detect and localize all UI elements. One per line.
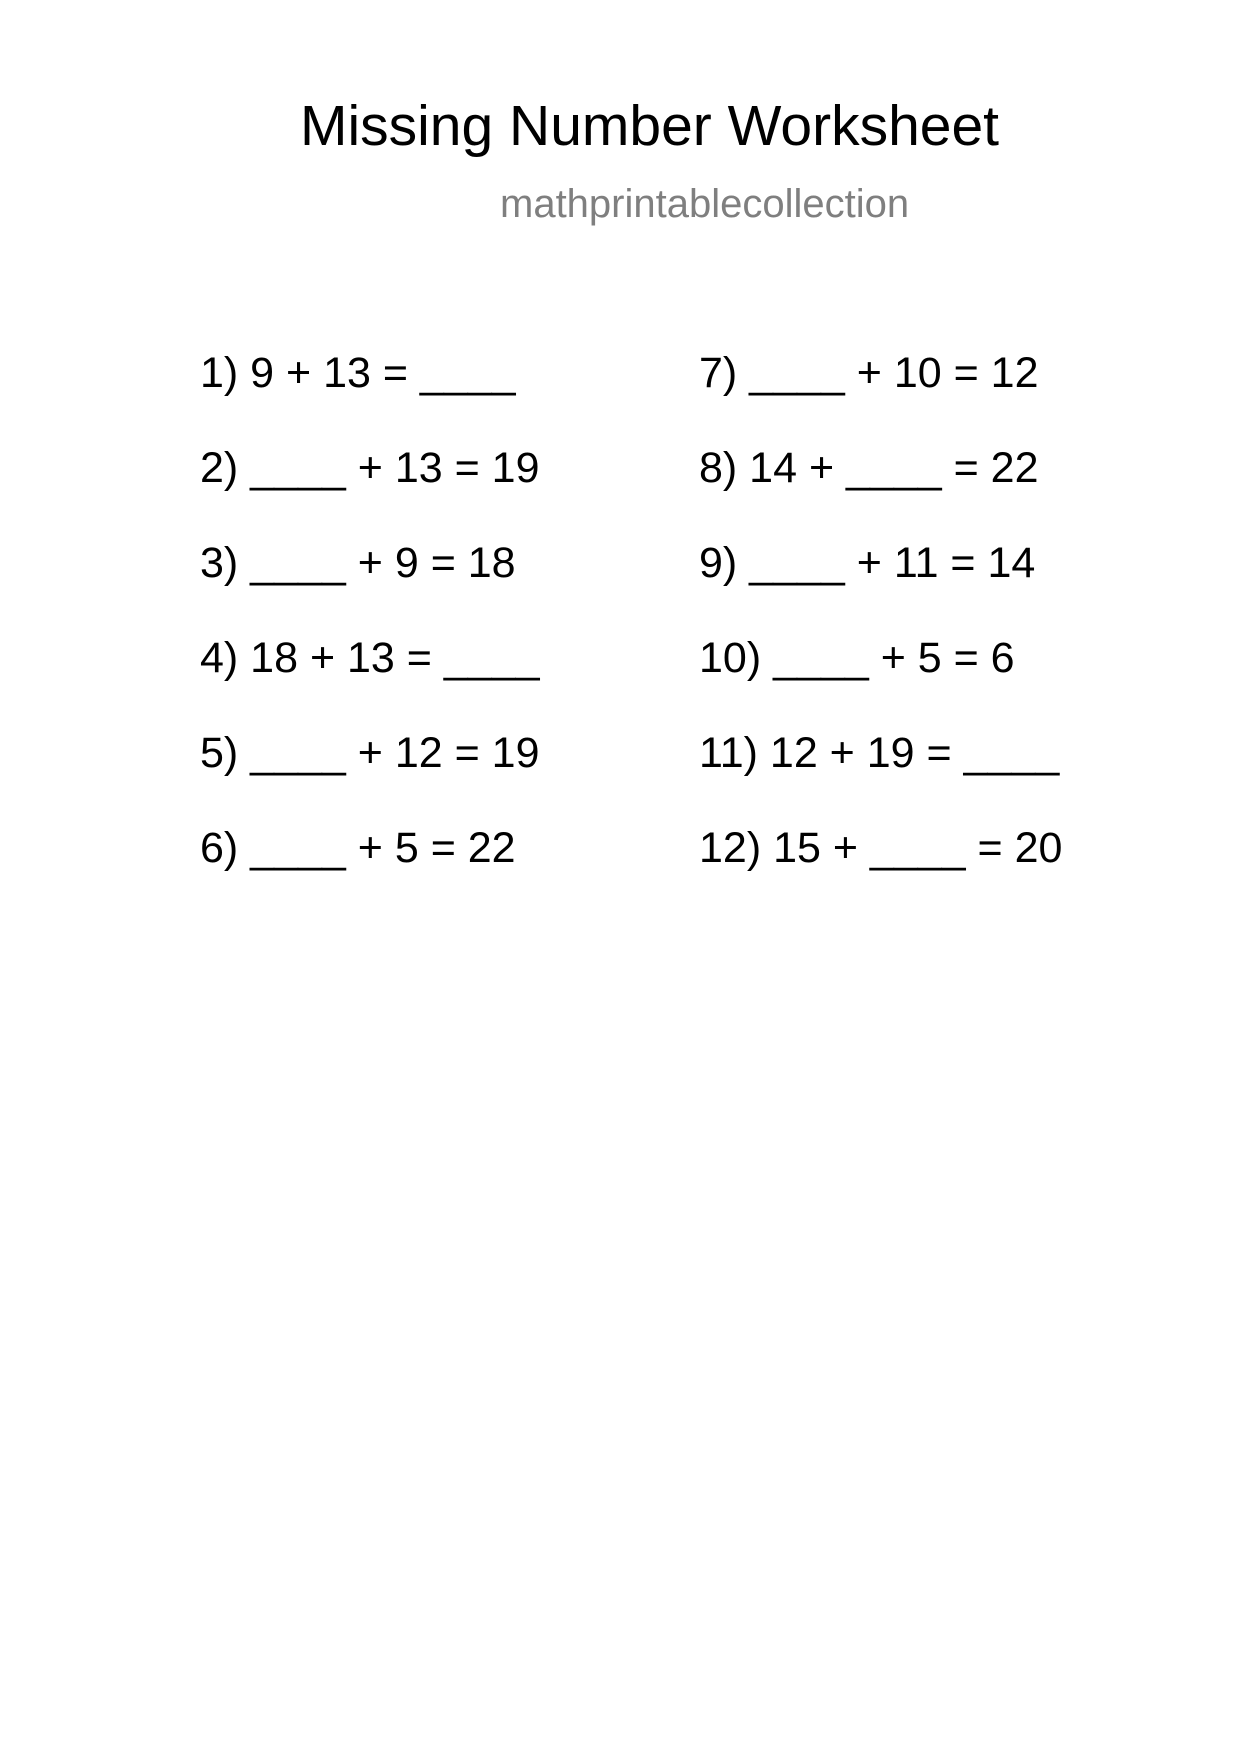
problem-9: 9) ____ + 11 = 14	[699, 539, 1036, 587]
problem-7: 7) ____ + 10 = 12	[699, 349, 1039, 397]
problem-6: 6) ____ + 5 = 22	[200, 824, 516, 872]
worksheet-title: Missing Number Worksheet	[300, 94, 1000, 158]
problem-2: 2) ____ + 13 = 19	[200, 444, 540, 492]
problem-5: 5) ____ + 12 = 19	[200, 729, 540, 777]
worksheet-source: mathprintablecollection	[500, 182, 910, 226]
problem-4: 4) 18 + 13 = ____	[200, 634, 540, 682]
problem-3: 3) ____ + 9 = 18	[200, 539, 516, 587]
problems-column-right	[699, 349, 1063, 922]
problem-1: 1) 9 + 13 = ____	[200, 349, 516, 397]
problem-10: 10) ____ + 5 = 6	[699, 634, 1015, 682]
problem-8: 8) 14 + ____ = 22	[699, 444, 1039, 492]
problem-11: 11) 12 + 19 = ____	[699, 729, 1060, 777]
problem-12: 12) 15 + ____ = 20	[699, 824, 1063, 872]
problems-column-left	[200, 349, 540, 922]
